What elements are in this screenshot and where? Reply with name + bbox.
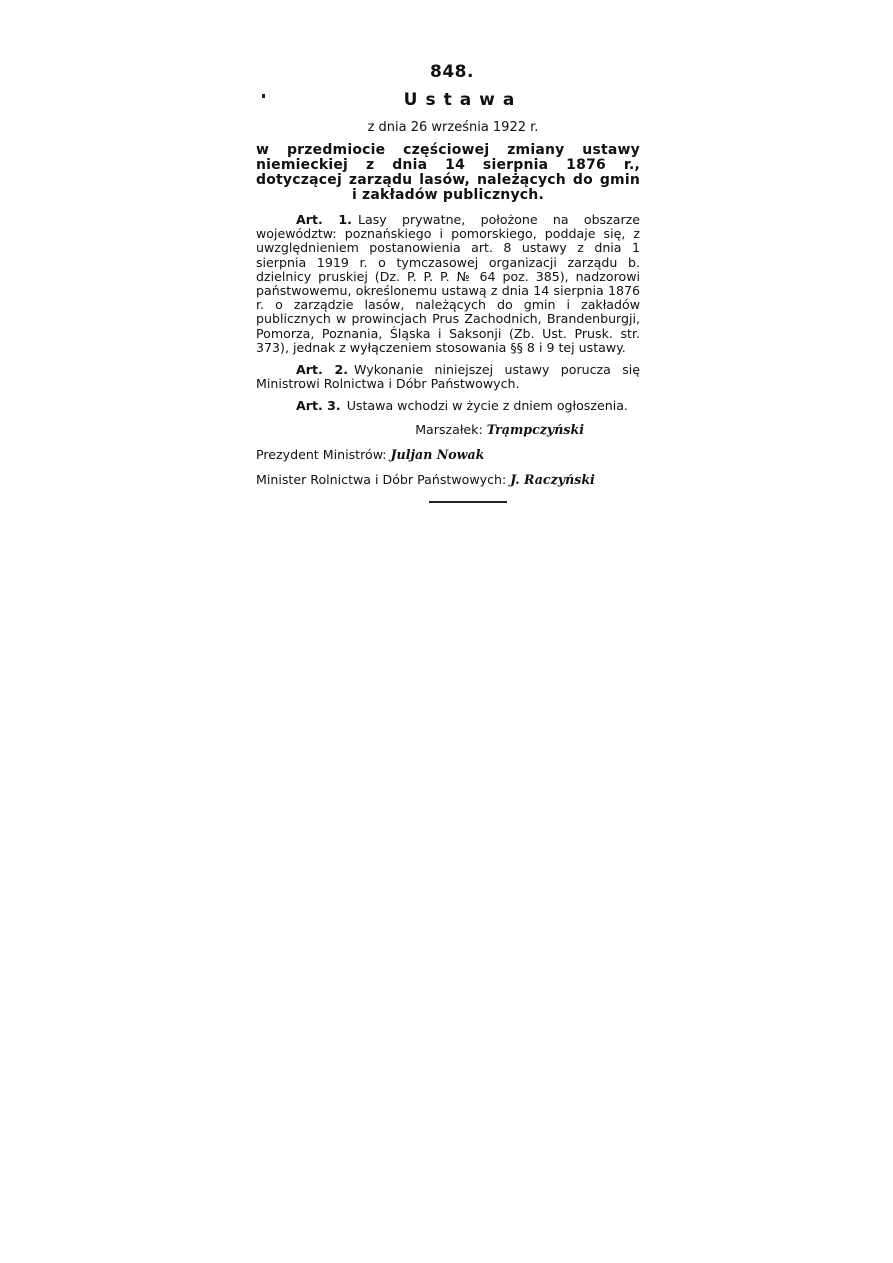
article-text: Lasy prywatne, położone na obszarze województw: poznańskiego i pomorskiego, poddaje się, z uwzględnieniem postanowienia art. 8 ustawy z dnia 1 sierpnia 1919 r. o tymczasowej organizacji zarządu b. dzielnicy pruskiej (Dz. P. P. P. № 64 poz. 385), nadzorowi państwowemu, określonemu ustawą z dnia 14 sierpnia 1876 r. o zarządzie lasów, należących do gmin i zakładów publicznych w prowincjach Prus Zachodnich, Brandenburgji, Pomorza, Poznania, Śląska i Saksonji (Zb. Ust. Prusk. str. 373), jednak z wyłączeniem stosowania §§ 8 i 9 tej ustawy. bbox=[256, 212, 640, 355]
signature-name: Juljan Nowak bbox=[390, 446, 485, 462]
article-text: Ustawa wchodzi w życie z dniem ogłoszenia. bbox=[346, 398, 628, 414]
article-1 bbox=[256, 213, 640, 355]
signature-name: Trąmpczyński bbox=[486, 421, 584, 437]
act-subject: w przedmiocie częściowej zmiany ustawy niemieckiej z dnia 14 sierpnia 1876 r., dotyczącej zarządu lasów, należących do gmin i zakładów publicznych. bbox=[256, 142, 640, 203]
article-text: Wykonanie niniejszej ustawy porucza się Ministrowi Rolnictwa i Dóbr Państwowych. bbox=[256, 362, 641, 392]
signature-name: J. Raczyński bbox=[510, 471, 595, 487]
article-3 bbox=[256, 399, 640, 413]
act-date: z dnia 26 września 1922 r. bbox=[367, 120, 539, 135]
signature-role: Prezydent Ministrów: bbox=[256, 446, 387, 462]
signature-prime-minister bbox=[256, 447, 640, 462]
page-number: 848. bbox=[430, 62, 474, 82]
signature-marshal bbox=[256, 422, 640, 437]
act-title: Ustawa bbox=[403, 90, 523, 110]
signature-role: Marszałek: bbox=[415, 421, 483, 437]
article-label: Art. 3. bbox=[296, 398, 341, 414]
signature-minister bbox=[256, 472, 640, 487]
closing-divider bbox=[429, 501, 507, 503]
article-label: Art. 2. bbox=[296, 362, 349, 378]
document-page bbox=[256, 62, 640, 503]
article-label: Art. 1. bbox=[296, 212, 352, 227]
article-2 bbox=[256, 363, 640, 391]
signature-role: Minister Rolnictwa i Dóbr Państwowych: bbox=[256, 471, 507, 487]
